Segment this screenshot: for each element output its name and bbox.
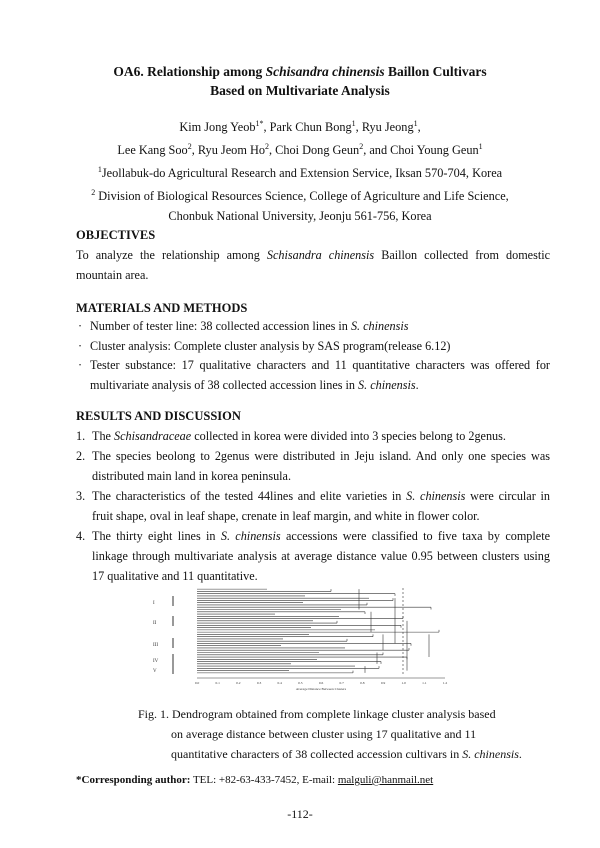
axis-tick-label: 0.0	[194, 681, 200, 685]
axis-tick-label: 0.4	[277, 681, 282, 685]
affiliation-2: $^2$ Division of Biological Resources Science, College of Agriculture and Life Science,	[91, 188, 509, 204]
axis-tick-label: 0.7	[339, 681, 344, 685]
dendrogram	[145, 584, 457, 692]
caption-line-2: on average distance between cluster using 17 qualitative and 11	[171, 727, 477, 741]
axis-tick-label: 1.2	[442, 681, 448, 685]
axis-tick-label: 0.8	[360, 681, 365, 685]
cluster-labels	[153, 596, 173, 674]
axis-tick-label: 0.1	[215, 681, 220, 685]
caption-line-1: Fig. 1. Dendrogram obtained from complete linkage cluster analysis based	[138, 707, 496, 721]
axis-tick-label: 1.0	[401, 681, 406, 685]
results-item-3: 3. The characteristics of the tested 44lines and elite varieties in S. chinensis were circular in fruit shape, oval in leaf shape, crenate in leaf margin, and white in flower color.	[76, 489, 551, 523]
dendrogram-branches	[197, 588, 439, 674]
paper-title	[60, 62, 540, 100]
results-heading: RESULTS AND DISCUSSION	[76, 409, 241, 423]
objectives-heading: OBJECTIVES	[76, 228, 156, 242]
axis-tick-label: 0.3	[256, 681, 262, 685]
page-number: -112-	[287, 807, 313, 821]
methods-item-1: · Number of tester line: 38 collected accession lines in S. chinensis	[78, 319, 409, 333]
cluster-label: II	[153, 621, 157, 626]
affiliation-1: $^1$Jeollabuk-do Agricultural Research and Extension Service, Iksan 570-704, Korea	[97, 165, 503, 181]
title-line-2: Based on Multivariate Analysis	[210, 83, 390, 98]
methods-list	[78, 317, 550, 395]
dendrogram-axis	[195, 678, 448, 691]
axis-title: Average Distance Between Clusters	[295, 687, 347, 691]
axis-tick-label: 0.9	[380, 681, 386, 685]
author-block	[60, 114, 540, 226]
cluster-label: IV	[153, 659, 159, 664]
objectives-text: To analyze the relationship among Schisandra chinensis Baillon collected from domestic mountain area.	[76, 248, 551, 282]
methods-item-2: · Cluster analysis: Complete cluster analysis by SAS program(release 6.12)	[78, 338, 451, 353]
authors-line-1: Kim Jong Yeob$^{1*}$, Park Chun Bong$^1$, Ryu Jeong$^1$,	[179, 119, 421, 135]
axis-tick-label: 0.5	[298, 681, 303, 685]
methods-item-3: · Tester substance: 17 qualitative characters and 11 quantitative characters was offered for multivariate analysis of 38 collected accession lines in S. chinensis.	[78, 358, 550, 392]
results-list	[76, 426, 550, 586]
title-line-1: OA6. Relationship among Schisandra chinensis Baillon Cultivars	[113, 64, 487, 79]
methods-heading: MATERIALS AND METHODS	[76, 301, 248, 315]
corresponding-author: *Corresponding author: TEL: +82-63-433-7452, E-mail: malguli@hanmail.net	[76, 774, 434, 786]
caption-line-3: quantitative characters of 38 collected accession cultivars in S. chinensis.	[171, 747, 522, 761]
cluster-label: I	[153, 601, 155, 606]
cluster-label: V	[153, 669, 157, 674]
authors-line-2: Lee Kang Soo$^2$, Ryu Jeom Ho$^2$, Choi Dong Geun$^2$, and Choi Young Geun$^1$	[117, 142, 483, 158]
results-item-1: 1. The Schisandraceae collected in korea were divided into 3 species belong to 2genus.	[76, 429, 506, 443]
results-item-4: 4. The thirty eight lines in S. chinensis accessions were classified to five taxa by complete linkage through multivariate analysis at average distance value 0.95 between clusters using 17 qualitative and 11 quantitative.	[76, 529, 550, 583]
cluster-label: III	[153, 643, 158, 648]
results-item-2: 2. The species beolong to 2genus were distributed in Jeju island. And only one species was distributed main land in korea peninsula.	[76, 449, 550, 483]
dendrogram-figure	[145, 584, 457, 692]
email-link[interactable]: malguli@hanmail.net	[337, 774, 434, 786]
axis-tick-label: 1.1	[422, 681, 427, 685]
axis-tick-label: 0.6	[318, 681, 324, 685]
axis-tick-label: 0.2	[236, 681, 241, 685]
affiliation-3: Chonbuk National University, Jeonju 561-756, Korea	[168, 209, 432, 224]
figure-caption	[138, 704, 528, 764]
